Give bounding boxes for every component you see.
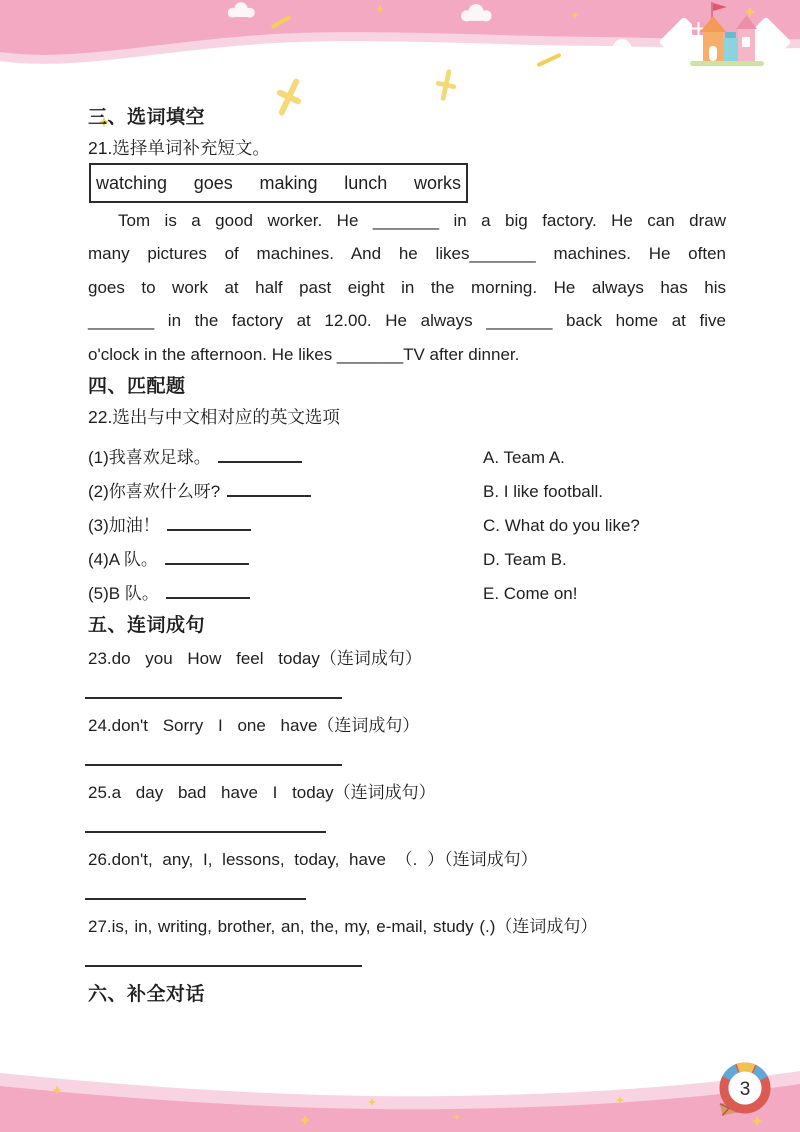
answer-line: [85, 965, 362, 967]
passage-line: Tom is a good worker. He _______ in a big factory. He can draw: [118, 211, 726, 230]
word-bank-word: watching: [96, 172, 168, 193]
answer-line: [85, 697, 342, 699]
q21-label: 21.选择单词补充短文。: [88, 138, 270, 158]
answer-line: [85, 831, 326, 833]
q22-label: 22.选出与中文相对应的英文选项: [88, 407, 340, 427]
word-bank-word: making: [259, 172, 318, 193]
match-option-label: D. Team B.: [483, 550, 567, 569]
word-bank-box: [89, 163, 468, 203]
answer-line: [85, 898, 306, 900]
passage-line: _______ in the factory at 12.00. He always _______ back home at five: [88, 311, 726, 331]
balloon-page-badge: [720, 1067, 766, 1116]
answer-blank: [167, 512, 251, 531]
cross-icon: [433, 67, 460, 103]
match-row: [88, 543, 726, 577]
cloud-icon: [128, 56, 177, 84]
match-option-label: B. I like football.: [483, 482, 604, 501]
footer-decoration: [0, 1040, 800, 1132]
match-option-label: E. Come on!: [483, 584, 578, 603]
match-left-label: (1)我喜欢足球。: [88, 448, 211, 467]
sentence-item: 25.a day bad have I today（连词成句）: [88, 783, 436, 802]
match-row: [88, 441, 726, 475]
word-bank-word: lunch: [344, 172, 388, 193]
word-bank-word: goes: [193, 172, 233, 193]
passage-line: o'clock in the afternoon. He likes _______TV after dinner.: [88, 344, 520, 364]
section6-heading: 六、补全对话: [88, 984, 206, 1005]
sentence-item: 26.don't, any, I, lessons, today, have （. ）（连词成句）: [88, 850, 538, 869]
matching-exercise: [88, 441, 726, 611]
cloze-passage: [88, 204, 726, 371]
match-row: [88, 509, 726, 543]
passage-line: goes to work at half past eight in the morning. He always has his: [88, 277, 726, 297]
match-left-label: (5)B 队。: [88, 584, 159, 603]
answer-blank: [166, 580, 250, 599]
match-row: [88, 475, 726, 509]
sentence-item: 27.is, in, writing, brother, an, the, my, e-mail, study (.)（连词成句）: [88, 917, 598, 936]
match-left-label: (4)A 队。: [88, 550, 158, 569]
sentence-item: 23.do you How feel today（连词成句）: [88, 649, 422, 668]
match-row: [88, 577, 726, 611]
match-left-label: (3)加油！: [88, 516, 160, 535]
sentence-item: 24.don't Sorry I one have（连词成句）: [88, 716, 420, 735]
cross-icon: [269, 73, 309, 120]
passage-line: many pictures of machines. And he likes_______ machines. He often: [88, 244, 726, 264]
section3-heading: 三、选词填空: [88, 107, 206, 128]
answer-blank: [218, 444, 302, 463]
match-option-label: C. What do you like?: [483, 516, 640, 535]
answer-blank: [165, 546, 249, 565]
section5-heading: 五、连词成句: [88, 615, 206, 636]
page-number: 3: [739, 1079, 751, 1100]
answer-line: [85, 764, 342, 766]
section4-heading: 四、匹配题: [88, 376, 186, 397]
word-bank-word: works: [413, 172, 461, 193]
answer-blank: [227, 478, 311, 497]
match-left-label: (2)你喜欢什么呀?: [88, 482, 221, 501]
match-option-label: A. Team A.: [483, 448, 565, 467]
sparkle-icon: [536, 53, 561, 68]
